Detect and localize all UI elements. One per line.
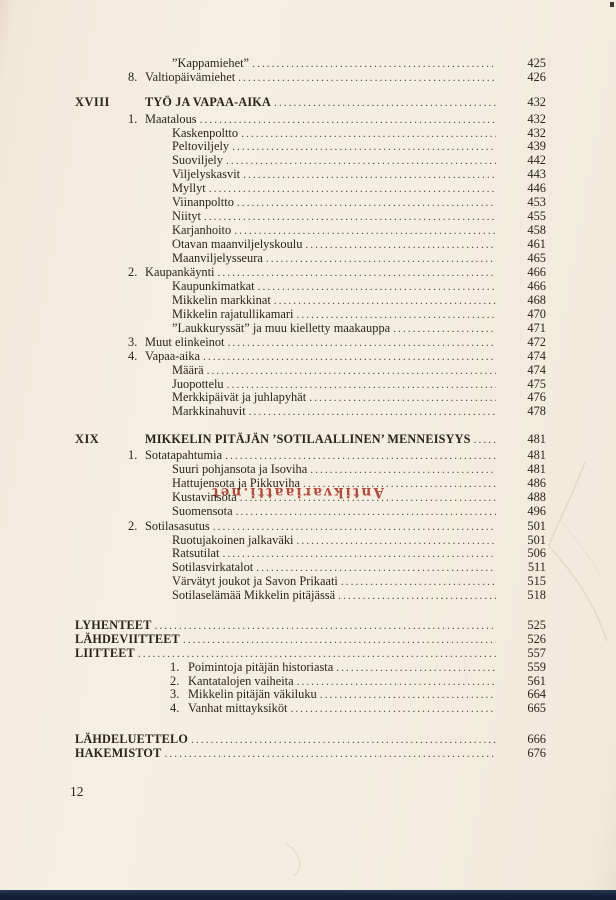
row-label: Sotatapahtumia bbox=[145, 448, 223, 463]
row-label: Maatalous bbox=[145, 111, 197, 126]
dot-leader bbox=[290, 702, 496, 717]
row-number: XVIII bbox=[75, 94, 110, 109]
toc-row bbox=[75, 154, 546, 168]
toc-row bbox=[75, 589, 546, 603]
dot-leader bbox=[252, 57, 496, 72]
row-label: Valtiopäivämiehet bbox=[145, 69, 236, 84]
scan-bottom-bar bbox=[0, 890, 616, 900]
row-page-number: 666 bbox=[527, 732, 546, 747]
row-label: Ruotujakoinen jalkaväki bbox=[172, 532, 294, 547]
toc-row bbox=[75, 364, 546, 378]
toc-row bbox=[75, 294, 546, 308]
dot-leader bbox=[228, 336, 497, 351]
row-label: Otavan maanviljelyskoulu bbox=[172, 236, 303, 251]
row-label: Markkinahuvit bbox=[172, 404, 246, 419]
row-label: Sotilasasutus bbox=[145, 518, 210, 533]
row-label: Peltoviljely bbox=[172, 139, 230, 154]
dot-leader bbox=[204, 210, 496, 225]
toc-row bbox=[75, 675, 546, 689]
row-page-number: 486 bbox=[527, 475, 546, 490]
row-label: Poimintoja pitäjän historiasta bbox=[188, 659, 334, 674]
dot-leader bbox=[200, 113, 496, 128]
dot-leader bbox=[237, 196, 496, 211]
toc-row bbox=[75, 182, 546, 196]
row-label: Muut elinkeinot bbox=[145, 334, 225, 349]
toc-row bbox=[75, 336, 546, 350]
row-page-number: 432 bbox=[527, 111, 546, 126]
row-page-number: 458 bbox=[527, 222, 546, 237]
dot-leader bbox=[164, 747, 496, 762]
toc-row bbox=[75, 252, 546, 266]
row-label: LÄHDEVIITTEET bbox=[75, 631, 180, 646]
dot-leader bbox=[183, 633, 496, 648]
dot-leader bbox=[207, 364, 496, 379]
row-label: Kaupunkimatkat bbox=[172, 279, 255, 294]
toc-row bbox=[75, 127, 546, 141]
dot-leader bbox=[249, 405, 496, 420]
dot-leader bbox=[320, 688, 496, 703]
row-page-number: 478 bbox=[527, 404, 546, 419]
toc-row bbox=[75, 561, 546, 575]
dot-leader bbox=[238, 71, 496, 86]
dot-leader bbox=[155, 619, 496, 634]
toc-row bbox=[75, 463, 546, 477]
row-page-number: 461 bbox=[527, 236, 546, 251]
toc-row bbox=[75, 113, 546, 127]
toc-row bbox=[75, 661, 546, 675]
row-page-number: 676 bbox=[527, 746, 546, 761]
row-label: Juopottelu bbox=[172, 376, 224, 391]
row-number: 8. bbox=[128, 69, 138, 84]
row-page-number: 481 bbox=[527, 462, 546, 477]
row-page-number: 425 bbox=[527, 56, 546, 70]
row-page-number: 476 bbox=[527, 390, 546, 405]
dot-leader bbox=[213, 520, 496, 535]
toc-row bbox=[75, 547, 546, 561]
toc-row bbox=[75, 449, 546, 463]
row-label: Karjanhoito bbox=[172, 222, 232, 237]
toc-row bbox=[75, 96, 546, 110]
toc bbox=[0, 57, 616, 761]
row-label: HAKEMISTOT bbox=[75, 746, 162, 761]
row-label: Kaskenpoltto bbox=[172, 125, 239, 140]
dot-leader bbox=[258, 280, 496, 295]
dot-leader bbox=[226, 154, 496, 169]
row-label: Niityt bbox=[172, 208, 201, 223]
dot-leader bbox=[393, 322, 496, 337]
toc-row bbox=[75, 378, 546, 392]
dot-leader bbox=[209, 182, 496, 197]
row-page-number: 526 bbox=[527, 631, 546, 646]
row-label: Sotilaselämää Mikkelin pitäjässä bbox=[172, 588, 336, 603]
row-label: LIITTEET bbox=[75, 645, 135, 660]
row-label: Kustavinsota bbox=[172, 489, 237, 504]
toc-row bbox=[75, 619, 546, 633]
row-label: LÄHDELUETTELO bbox=[75, 732, 188, 747]
row-page-number: 525 bbox=[527, 617, 546, 632]
row-page-number: 439 bbox=[527, 139, 546, 154]
row-label: Maanviljelysseura bbox=[172, 250, 263, 265]
row-label: Merkkipäivät ja juhlapyhät bbox=[172, 390, 307, 405]
footer-page-number: 12 bbox=[70, 784, 84, 799]
row-number: 4. bbox=[170, 701, 180, 716]
row-page-number: 496 bbox=[527, 503, 546, 518]
row-page-number: 432 bbox=[527, 125, 546, 140]
toc-row bbox=[75, 238, 546, 252]
row-page-number: 442 bbox=[527, 153, 546, 168]
dot-leader bbox=[232, 140, 496, 155]
row-page-number: 472 bbox=[527, 334, 546, 349]
row-page-number: 468 bbox=[527, 293, 546, 308]
row-page-number: 481 bbox=[527, 432, 546, 447]
toc-row bbox=[75, 733, 546, 747]
row-number: 2. bbox=[170, 673, 180, 688]
toc-row bbox=[75, 747, 546, 761]
toc-row bbox=[75, 520, 546, 534]
row-page-number: 470 bbox=[527, 307, 546, 322]
row-page-number: 465 bbox=[527, 250, 546, 265]
dot-leader bbox=[203, 350, 496, 365]
row-page-number: 515 bbox=[527, 574, 546, 589]
row-page-number: 664 bbox=[527, 687, 546, 702]
row-page-number: 453 bbox=[527, 195, 546, 210]
row-number: XIX bbox=[75, 432, 100, 447]
row-label: Viljelyskasvit bbox=[172, 167, 241, 182]
row-label: Värvätyt joukot ja Savon Prikaati bbox=[172, 574, 338, 589]
dot-leader bbox=[296, 534, 496, 549]
row-label: Kaupankäynti bbox=[145, 265, 215, 280]
toc-row bbox=[75, 505, 546, 519]
toc-row bbox=[75, 196, 546, 210]
row-page-number: 443 bbox=[527, 167, 546, 182]
row-page-number: 665 bbox=[527, 701, 546, 716]
toc-row bbox=[75, 57, 546, 71]
row-page-number: 511 bbox=[527, 560, 546, 575]
dot-leader bbox=[310, 463, 496, 478]
row-label: TYÖ JA VAPAA-AIKA bbox=[145, 94, 271, 109]
row-label: Mikkelin pitäjän väkiluku bbox=[188, 687, 317, 702]
row-number: 2. bbox=[128, 518, 138, 533]
toc-row bbox=[75, 224, 546, 238]
row-page-number: 474 bbox=[527, 362, 546, 377]
row-label: ”Laukkuryssät” ja muu kielletty maakauppa bbox=[172, 321, 391, 336]
toc-row bbox=[75, 688, 546, 702]
row-page-number: 466 bbox=[527, 279, 546, 294]
row-page-number: 506 bbox=[527, 546, 546, 561]
dot-leader bbox=[341, 575, 496, 590]
dot-leader bbox=[236, 505, 496, 520]
row-number: 1. bbox=[128, 111, 138, 126]
toc-row bbox=[75, 575, 546, 589]
row-label: Mikkelin rajatullikamari bbox=[172, 307, 294, 322]
toc-row bbox=[75, 350, 546, 364]
toc-row bbox=[75, 210, 546, 224]
dot-leader bbox=[274, 96, 496, 111]
dot-leader bbox=[297, 675, 496, 690]
dot-leader bbox=[241, 127, 496, 142]
toc-row bbox=[75, 633, 546, 647]
row-label: Viinanpoltto bbox=[172, 195, 234, 210]
dot-leader bbox=[191, 733, 496, 748]
toc-row bbox=[75, 308, 546, 322]
row-page-number: 501 bbox=[527, 518, 546, 533]
row-number: 1. bbox=[170, 659, 180, 674]
row-number: 3. bbox=[170, 687, 180, 702]
row-label: Kantatalojen vaiheita bbox=[188, 673, 294, 688]
toc-row bbox=[75, 702, 546, 716]
dot-leader bbox=[266, 252, 496, 267]
dot-leader bbox=[223, 547, 497, 562]
toc-row bbox=[75, 391, 546, 405]
row-label: ”Kappamiehet” bbox=[172, 56, 250, 70]
row-page-number: 501 bbox=[527, 532, 546, 547]
row-label: Vapaa-aika bbox=[145, 348, 201, 363]
dot-leader bbox=[243, 168, 496, 183]
toc-row bbox=[75, 322, 546, 336]
row-label: LYHENTEET bbox=[75, 617, 152, 632]
row-page-number: 557 bbox=[527, 645, 546, 660]
row-page-number: 455 bbox=[527, 208, 546, 223]
row-label: Suoviljely bbox=[172, 153, 223, 168]
row-page-number: 488 bbox=[527, 489, 546, 504]
row-label: MIKKELIN PITÄJÄN ’SOTILAALLINEN’ MENNEISYYS bbox=[145, 432, 471, 447]
row-label: Ratsutilat bbox=[172, 546, 220, 561]
dot-leader bbox=[309, 391, 496, 406]
scan-speck bbox=[610, 2, 614, 7]
row-page-number: 432 bbox=[527, 94, 546, 109]
dot-leader bbox=[474, 433, 496, 448]
row-label: Mikkelin markkinat bbox=[172, 293, 271, 308]
row-page-number: 518 bbox=[527, 588, 546, 603]
row-page-number: 475 bbox=[527, 376, 546, 391]
row-label: Suomensota bbox=[172, 503, 233, 518]
row-label: Myllyt bbox=[172, 181, 206, 196]
toc-row bbox=[75, 140, 546, 154]
row-page-number: 466 bbox=[527, 265, 546, 280]
toc-row bbox=[75, 647, 546, 661]
row-number: 4. bbox=[128, 348, 138, 363]
bookstore-stamp: Antikvariaatti.net bbox=[210, 484, 384, 500]
dot-leader bbox=[274, 294, 496, 309]
dot-leader bbox=[336, 661, 496, 676]
dot-leader bbox=[338, 589, 496, 604]
toc-row bbox=[75, 71, 546, 85]
row-number: 3. bbox=[128, 334, 138, 349]
row-page-number: 474 bbox=[527, 348, 546, 363]
toc-row bbox=[75, 534, 546, 548]
row-label: Hattujensota ja Pikkuviha bbox=[172, 475, 301, 490]
row-page-number: 471 bbox=[527, 321, 546, 336]
row-number: 1. bbox=[128, 448, 138, 463]
row-label: Sotilasvirkatalot bbox=[172, 560, 254, 575]
toc-row bbox=[75, 405, 546, 419]
toc-row bbox=[75, 168, 546, 182]
row-number: 2. bbox=[128, 265, 138, 280]
dot-leader bbox=[305, 238, 496, 253]
row-page-number: 481 bbox=[527, 448, 546, 463]
toc-row bbox=[75, 280, 546, 294]
row-page-number: 559 bbox=[527, 659, 546, 674]
toc-row bbox=[75, 433, 546, 447]
row-label: Määrä bbox=[172, 362, 204, 377]
toc-row bbox=[75, 266, 546, 280]
row-page-number: 446 bbox=[527, 181, 546, 196]
dot-leader bbox=[218, 266, 496, 281]
row-page-number: 426 bbox=[527, 69, 546, 84]
row-page-number: 561 bbox=[527, 673, 546, 688]
row-label: Vanhat mittayksiköt bbox=[188, 701, 288, 716]
row-label: Suuri pohjansota ja Isoviha bbox=[172, 462, 308, 477]
